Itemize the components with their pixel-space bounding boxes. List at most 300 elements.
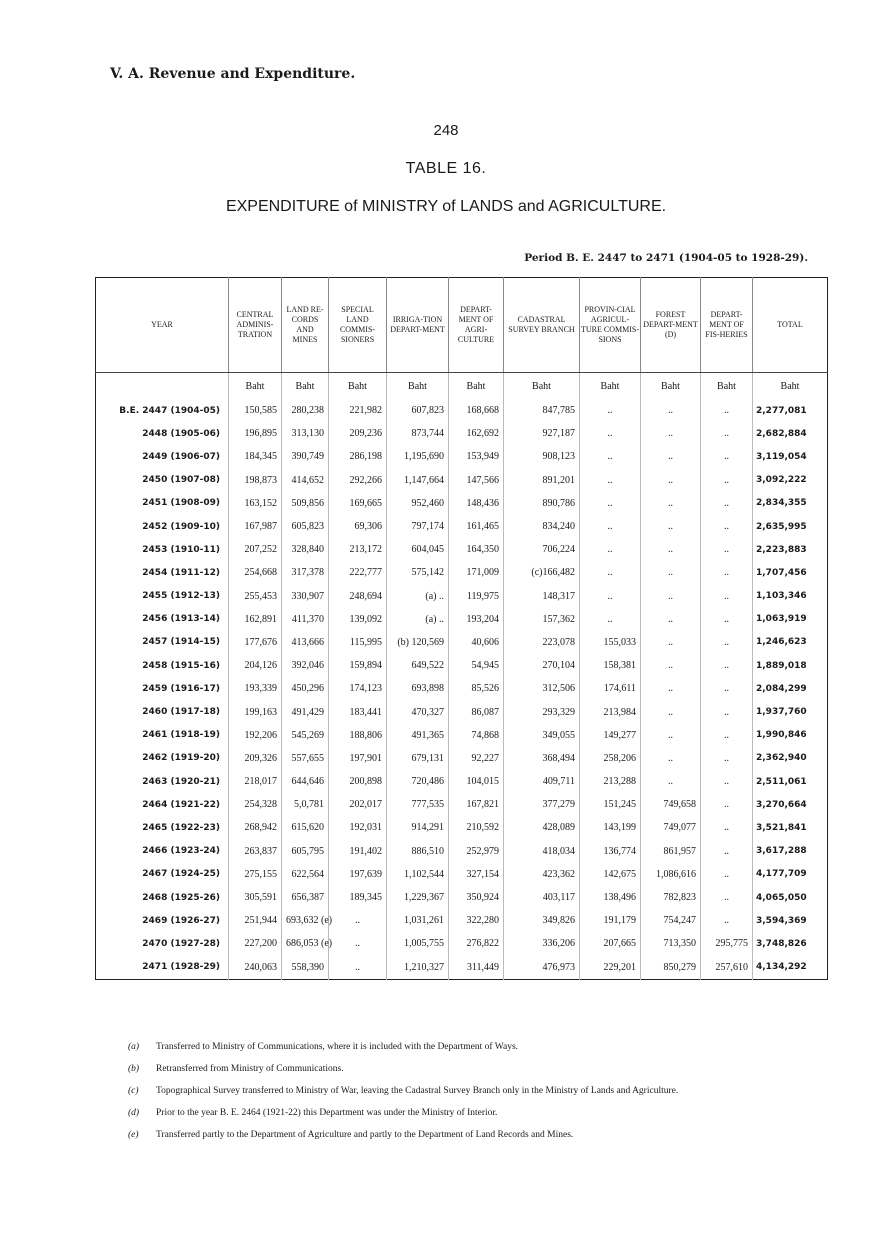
value-cell: .. xyxy=(641,422,701,445)
footnote xyxy=(128,1040,828,1055)
value-cell: 188,806 xyxy=(329,724,387,747)
value-cell: 192,031 xyxy=(329,816,387,839)
value-cell: 222,777 xyxy=(329,561,387,584)
value-cell: 1,031,261 xyxy=(387,909,449,932)
value-cell: .. xyxy=(329,932,387,955)
value-cell: .. xyxy=(641,445,701,468)
value-cell: .. xyxy=(701,631,753,654)
table-row xyxy=(96,561,828,584)
value-cell: 158,381 xyxy=(580,654,641,677)
value-cell: .. xyxy=(701,840,753,863)
value-cell: 330,907 xyxy=(282,585,329,608)
footnote-text: Topographical Survey transferred to Ministry of War, leaving the Cadastral Survey Branch only in the Ministry of Lands and Agriculture. xyxy=(156,1086,679,1096)
section-title: V. A. Revenue and Expenditure. xyxy=(110,66,356,82)
value-cell: 693,898 xyxy=(387,677,449,700)
value-cell: 263,837 xyxy=(229,840,282,863)
value-cell: 336,206 xyxy=(504,932,580,955)
value-cell: .. xyxy=(580,608,641,631)
value-cell: .. xyxy=(701,469,753,492)
value-cell: 142,675 xyxy=(580,863,641,886)
value-cell: 197,901 xyxy=(329,747,387,770)
value-cell: 5,0,781 xyxy=(282,793,329,816)
total-cell: 2,682,884 xyxy=(753,422,828,445)
table-row xyxy=(96,770,828,793)
year-cell: 2449 (1906-07) xyxy=(142,451,220,462)
value-cell: 423,362 xyxy=(504,863,580,886)
footnotes xyxy=(128,1040,828,1150)
value-cell: 213,984 xyxy=(580,700,641,723)
year-cell: 2462 (1919-20) xyxy=(142,753,220,764)
value-cell: 54,945 xyxy=(449,654,504,677)
total-cell: 1,990,846 xyxy=(753,724,828,747)
value-cell: .. xyxy=(580,469,641,492)
value-cell: 558,390 xyxy=(282,956,329,980)
value-cell: .. xyxy=(701,700,753,723)
value-cell: .. xyxy=(580,585,641,608)
total-cell: 3,270,664 xyxy=(753,793,828,816)
value-cell: (a) .. xyxy=(387,585,449,608)
footnote xyxy=(128,1062,828,1077)
value-cell: 327,154 xyxy=(449,863,504,886)
table-row xyxy=(96,700,828,723)
column-header: DEPART-MENT OF FIS-HERIES xyxy=(701,278,753,373)
value-cell: 754,247 xyxy=(641,909,701,932)
column-header: CADASTRAL SURVEY BRANCH xyxy=(504,278,580,373)
year-cell: 2466 (1923-24) xyxy=(142,846,220,857)
value-cell: 151,245 xyxy=(580,793,641,816)
value-cell: 349,055 xyxy=(504,724,580,747)
value-cell: 607,823 xyxy=(387,399,449,422)
footnote-text: Transferred partly to the Department of Agriculture and partly to the Department of Land Records and Mines. xyxy=(156,1130,574,1140)
value-cell: 252,979 xyxy=(449,840,504,863)
value-cell: .. xyxy=(701,909,753,932)
value-cell: .. xyxy=(641,770,701,793)
table-row xyxy=(96,909,828,932)
units-row xyxy=(96,373,828,400)
value-cell: 350,924 xyxy=(449,886,504,909)
value-cell: .. xyxy=(580,538,641,561)
table-body xyxy=(96,373,828,980)
year-cell: 2461 (1918-19) xyxy=(142,730,220,741)
value-cell: 509,856 xyxy=(282,492,329,515)
column-header: TOTAL xyxy=(753,278,828,373)
value-cell: .. xyxy=(701,886,753,909)
year-cell: 2458 (1915-16) xyxy=(142,660,220,671)
year-cell: 2470 (1927-28) xyxy=(142,938,220,949)
value-cell: 286,198 xyxy=(329,445,387,468)
value-cell: 413,666 xyxy=(282,631,329,654)
value-cell: .. xyxy=(580,422,641,445)
value-cell: .. xyxy=(701,677,753,700)
value-cell: .. xyxy=(701,816,753,839)
value-cell: 148,317 xyxy=(504,585,580,608)
value-cell: 213,288 xyxy=(580,770,641,793)
footnote-mark: (c) xyxy=(128,1086,139,1096)
table-row xyxy=(96,608,828,631)
value-cell: .. xyxy=(641,492,701,515)
value-cell: 1,195,690 xyxy=(387,445,449,468)
value-cell: .. xyxy=(580,561,641,584)
unit-cell: Baht xyxy=(701,373,753,400)
table-row xyxy=(96,793,828,816)
value-cell: 418,034 xyxy=(504,840,580,863)
year-cell: 2468 (1925-26) xyxy=(142,892,220,903)
value-cell: 213,172 xyxy=(329,538,387,561)
value-cell: 119,975 xyxy=(449,585,504,608)
value-cell: 450,296 xyxy=(282,677,329,700)
value-cell: .. xyxy=(641,561,701,584)
year-cell: 2460 (1917-18) xyxy=(142,707,220,718)
year-cell: 2454 (1911-12) xyxy=(142,567,220,578)
value-cell: .. xyxy=(580,492,641,515)
value-cell: 861,957 xyxy=(641,840,701,863)
value-cell: .. xyxy=(641,631,701,654)
unit-cell: Baht xyxy=(329,373,387,400)
unit-cell: Baht xyxy=(753,373,828,400)
table-row xyxy=(96,492,828,515)
table-row xyxy=(96,863,828,886)
value-cell: .. xyxy=(641,654,701,677)
value-cell: 270,104 xyxy=(504,654,580,677)
value-cell: 873,744 xyxy=(387,422,449,445)
value-cell: 850,279 xyxy=(641,956,701,980)
value-cell: 292,266 xyxy=(329,469,387,492)
value-cell: 221,982 xyxy=(329,399,387,422)
value-cell: .. xyxy=(580,399,641,422)
value-cell: 115,995 xyxy=(329,631,387,654)
total-cell: 1,937,760 xyxy=(753,700,828,723)
value-cell: 251,944 xyxy=(229,909,282,932)
value-cell: .. xyxy=(701,422,753,445)
year-cell: 2459 (1916-17) xyxy=(142,683,220,694)
year-cell: 2456 (1913-14) xyxy=(142,614,220,625)
value-cell: 223,078 xyxy=(504,631,580,654)
total-cell: 4,177,709 xyxy=(753,863,828,886)
unit-cell: Baht xyxy=(504,373,580,400)
year-cell: 2469 (1926-27) xyxy=(142,915,220,926)
year-cell: 2450 (1907-08) xyxy=(142,475,220,486)
year-cell: 2452 (1909-10) xyxy=(142,521,220,532)
table-row xyxy=(96,585,828,608)
value-cell: 557,655 xyxy=(282,747,329,770)
value-cell: 268,942 xyxy=(229,816,282,839)
value-cell: .. xyxy=(641,700,701,723)
year-cell: 2457 (1914-15) xyxy=(142,637,220,648)
value-cell: 155,033 xyxy=(580,631,641,654)
table-row xyxy=(96,399,828,422)
value-cell: .. xyxy=(701,561,753,584)
value-cell: 782,823 xyxy=(641,886,701,909)
total-cell: 2,635,995 xyxy=(753,515,828,538)
document-title: EXPENDITURE of MINISTRY of LANDS and AGRICULTURE. xyxy=(225,198,667,215)
value-cell: 191,179 xyxy=(580,909,641,932)
page-number: 248 xyxy=(433,122,459,139)
value-cell: 153,949 xyxy=(449,445,504,468)
column-header: YEAR xyxy=(96,278,229,373)
value-cell: 209,236 xyxy=(329,422,387,445)
value-cell: 914,291 xyxy=(387,816,449,839)
value-cell: 368,494 xyxy=(504,747,580,770)
footnote xyxy=(128,1106,828,1121)
value-cell: 276,822 xyxy=(449,932,504,955)
value-cell: 184,345 xyxy=(229,445,282,468)
table-title: TABLE 16. xyxy=(405,160,487,177)
value-cell: 275,155 xyxy=(229,863,282,886)
value-cell: 1,229,367 xyxy=(387,886,449,909)
total-cell: 3,594,369 xyxy=(753,909,828,932)
year-cell: 2463 (1920-21) xyxy=(142,776,220,787)
value-cell: (c)166,482 xyxy=(504,561,580,584)
value-cell: 204,126 xyxy=(229,654,282,677)
value-cell: 1,102,544 xyxy=(387,863,449,886)
value-cell: 615,620 xyxy=(282,816,329,839)
total-cell: 3,119,054 xyxy=(753,445,828,468)
total-cell: 2,511,061 xyxy=(753,770,828,793)
footnote-mark: (a) xyxy=(128,1042,140,1052)
total-cell: 1,063,919 xyxy=(753,608,828,631)
value-cell: 890,786 xyxy=(504,492,580,515)
column-header: FOREST DEPART-MENT (D) xyxy=(641,278,701,373)
value-cell: 148,436 xyxy=(449,492,504,515)
table-row xyxy=(96,631,828,654)
year-cell: 2464 (1921-22) xyxy=(142,799,220,810)
table-row xyxy=(96,677,828,700)
value-cell: 192,206 xyxy=(229,724,282,747)
value-cell: 157,362 xyxy=(504,608,580,631)
value-cell: 428,089 xyxy=(504,816,580,839)
unit-cell: Baht xyxy=(449,373,504,400)
value-cell: 169,665 xyxy=(329,492,387,515)
value-cell: 927,187 xyxy=(504,422,580,445)
footnote-mark: (b) xyxy=(128,1064,140,1074)
value-cell: 545,269 xyxy=(282,724,329,747)
value-cell: .. xyxy=(701,399,753,422)
value-cell: 280,238 xyxy=(282,399,329,422)
table-row xyxy=(96,654,828,677)
value-cell: 139,092 xyxy=(329,608,387,631)
value-cell: 254,668 xyxy=(229,561,282,584)
value-cell: 104,015 xyxy=(449,770,504,793)
value-cell: 409,711 xyxy=(504,770,580,793)
value-cell: 168,668 xyxy=(449,399,504,422)
period-caption: Period B. E. 2447 to 2471 (1904-05 to 1928-29). xyxy=(524,252,808,264)
value-cell: 476,973 xyxy=(504,956,580,980)
value-cell: 199,163 xyxy=(229,700,282,723)
column-header: IRRIGA-TION DEPART-MENT xyxy=(387,278,449,373)
value-cell: 40,606 xyxy=(449,631,504,654)
total-cell: 4,065,050 xyxy=(753,886,828,909)
value-cell: (b) 120,569 xyxy=(387,631,449,654)
value-cell: 149,277 xyxy=(580,724,641,747)
value-cell: 257,610 xyxy=(701,956,753,980)
column-header: PROVIN-CIAL AGRICUL-TURE COMMIS-SIONS xyxy=(580,278,641,373)
table-row xyxy=(96,932,828,955)
value-cell: 305,591 xyxy=(229,886,282,909)
value-cell: 164,350 xyxy=(449,538,504,561)
total-cell: 4,134,292 xyxy=(753,956,828,980)
value-cell: 147,566 xyxy=(449,469,504,492)
value-cell: .. xyxy=(641,724,701,747)
value-cell: 377,279 xyxy=(504,793,580,816)
value-cell: .. xyxy=(580,515,641,538)
unit-cell: Baht xyxy=(282,373,329,400)
total-cell: 2,362,940 xyxy=(753,747,828,770)
value-cell: 1,210,327 xyxy=(387,956,449,980)
footnote-text: Retransferred from Ministry of Communications. xyxy=(156,1064,344,1074)
value-cell: .. xyxy=(701,724,753,747)
value-cell: 328,840 xyxy=(282,538,329,561)
value-cell: 656,387 xyxy=(282,886,329,909)
value-cell: 177,676 xyxy=(229,631,282,654)
value-cell: 311,449 xyxy=(449,956,504,980)
total-cell: 1,889,018 xyxy=(753,654,828,677)
total-cell: 1,103,346 xyxy=(753,585,828,608)
total-cell: 1,707,456 xyxy=(753,561,828,584)
value-cell: 227,200 xyxy=(229,932,282,955)
value-cell: 317,378 xyxy=(282,561,329,584)
value-cell: 183,441 xyxy=(329,700,387,723)
value-cell: .. xyxy=(701,770,753,793)
value-cell: 136,774 xyxy=(580,840,641,863)
total-cell: 2,277,081 xyxy=(753,399,828,422)
value-cell: 197,639 xyxy=(329,863,387,886)
value-cell: .. xyxy=(329,909,387,932)
value-cell: 193,204 xyxy=(449,608,504,631)
column-header: SPECIAL LAND COMMIS-SIONERS xyxy=(329,278,387,373)
column-header: DEPART-MENT OF AGRI-CULTURE xyxy=(449,278,504,373)
year-cell: 2467 (1924-25) xyxy=(142,869,220,880)
footnote-text: Transferred to Ministry of Communications, where it is included with the Department of Ways. xyxy=(156,1042,519,1052)
unit-cell: Baht xyxy=(387,373,449,400)
value-cell: 908,123 xyxy=(504,445,580,468)
value-cell: 622,564 xyxy=(282,863,329,886)
value-cell: 693,632 (e) xyxy=(282,909,329,932)
value-cell: 150,585 xyxy=(229,399,282,422)
value-cell: 322,280 xyxy=(449,909,504,932)
value-cell: 952,460 xyxy=(387,492,449,515)
value-cell: 411,370 xyxy=(282,608,329,631)
value-cell: .. xyxy=(701,793,753,816)
value-cell: 248,694 xyxy=(329,585,387,608)
value-cell: 207,252 xyxy=(229,538,282,561)
value-cell: 1,147,664 xyxy=(387,469,449,492)
table-row xyxy=(96,538,828,561)
value-cell: .. xyxy=(641,515,701,538)
value-cell: .. xyxy=(329,956,387,980)
value-cell: .. xyxy=(641,399,701,422)
table-row xyxy=(96,747,828,770)
value-cell: .. xyxy=(641,747,701,770)
table-row xyxy=(96,840,828,863)
footnote xyxy=(128,1128,828,1143)
value-cell: 491,365 xyxy=(387,724,449,747)
value-cell: 749,658 xyxy=(641,793,701,816)
value-cell: 470,327 xyxy=(387,700,449,723)
value-cell: .. xyxy=(701,654,753,677)
value-cell: 200,898 xyxy=(329,770,387,793)
value-cell: 189,345 xyxy=(329,886,387,909)
footnote-mark: (e) xyxy=(128,1130,139,1140)
year-cell: B.E. 2447 (1904-05) xyxy=(119,405,220,416)
value-cell: 1,086,616 xyxy=(641,863,701,886)
value-cell: 349,826 xyxy=(504,909,580,932)
table-row xyxy=(96,445,828,468)
value-cell: 171,009 xyxy=(449,561,504,584)
total-cell: 3,521,841 xyxy=(753,816,828,839)
value-cell: 92,227 xyxy=(449,747,504,770)
value-cell: 193,339 xyxy=(229,677,282,700)
value-cell: 162,891 xyxy=(229,608,282,631)
value-cell: 240,063 xyxy=(229,956,282,980)
footnote xyxy=(128,1084,828,1099)
value-cell: 85,526 xyxy=(449,677,504,700)
table-row xyxy=(96,515,828,538)
value-cell: .. xyxy=(580,445,641,468)
value-cell: 258,206 xyxy=(580,747,641,770)
year-cell: 2471 (1928-29) xyxy=(142,962,220,973)
total-cell: 1,246,623 xyxy=(753,631,828,654)
value-cell: 207,665 xyxy=(580,932,641,955)
value-cell: 686,053 (e) xyxy=(282,932,329,955)
value-cell: 403,117 xyxy=(504,886,580,909)
value-cell: (a) .. xyxy=(387,608,449,631)
total-cell: 2,834,355 xyxy=(753,492,828,515)
unit-cell: Baht xyxy=(580,373,641,400)
value-cell: 143,199 xyxy=(580,816,641,839)
value-cell: .. xyxy=(641,538,701,561)
table-row xyxy=(96,816,828,839)
year-cell: 2455 (1912-13) xyxy=(142,591,220,602)
header-row xyxy=(96,278,828,373)
value-cell: 161,465 xyxy=(449,515,504,538)
value-cell: 162,692 xyxy=(449,422,504,445)
value-cell: 254,328 xyxy=(229,793,282,816)
value-cell: 167,821 xyxy=(449,793,504,816)
value-cell: 886,510 xyxy=(387,840,449,863)
value-cell: 74,868 xyxy=(449,724,504,747)
value-cell: 390,749 xyxy=(282,445,329,468)
total-cell: 3,748,826 xyxy=(753,932,828,955)
value-cell: 209,326 xyxy=(229,747,282,770)
value-cell: 777,535 xyxy=(387,793,449,816)
column-header: LAND RE-CORDS AND MINES xyxy=(282,278,329,373)
value-cell: 312,506 xyxy=(504,677,580,700)
table-row xyxy=(96,422,828,445)
value-cell: 491,429 xyxy=(282,700,329,723)
footnote-mark: (d) xyxy=(128,1108,140,1118)
value-cell: 167,987 xyxy=(229,515,282,538)
table-row xyxy=(96,724,828,747)
value-cell: 604,045 xyxy=(387,538,449,561)
unit-cell: Baht xyxy=(641,373,701,400)
value-cell: 198,873 xyxy=(229,469,282,492)
value-cell: 720,486 xyxy=(387,770,449,793)
value-cell: 749,077 xyxy=(641,816,701,839)
year-cell: 2448 (1905-06) xyxy=(142,428,220,439)
unit-cell xyxy=(96,373,229,400)
value-cell: 295,775 xyxy=(701,932,753,955)
total-cell: 2,084,299 xyxy=(753,677,828,700)
value-cell: 649,522 xyxy=(387,654,449,677)
value-cell: .. xyxy=(641,677,701,700)
value-cell: .. xyxy=(701,515,753,538)
value-cell: 255,453 xyxy=(229,585,282,608)
expenditure-table xyxy=(95,277,828,980)
value-cell: .. xyxy=(701,863,753,886)
value-cell: 293,329 xyxy=(504,700,580,723)
value-cell: 138,496 xyxy=(580,886,641,909)
year-cell: 2465 (1922-23) xyxy=(142,822,220,833)
